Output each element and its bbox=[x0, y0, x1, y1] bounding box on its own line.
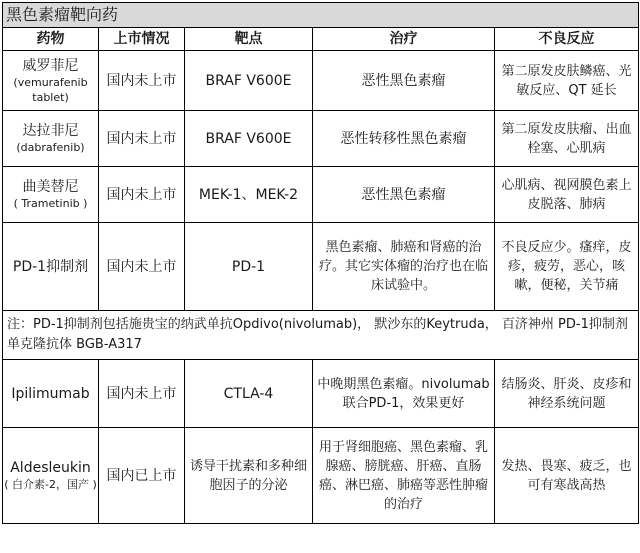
treatment-text: 黑色素瘤、肺癌和肾癌的治疗。其它实体瘤的治疗也在临床试验中。 bbox=[318, 240, 488, 293]
drug-name: Aldesleukin bbox=[10, 460, 91, 476]
drug-name: Ipilimumab bbox=[11, 385, 90, 402]
adverse-cell bbox=[495, 167, 639, 223]
adverse-cell bbox=[495, 223, 639, 311]
adverse-cell bbox=[495, 428, 639, 524]
adverse-text: 不良反应少。瘙痒，皮疹，疲劳，恶心，咳嗽，便秘，关节痛 bbox=[501, 240, 632, 293]
drug-english-name: ( 白介素-2，国产 ) bbox=[4, 478, 97, 491]
treatment-cell: 恶性黑色素瘤 bbox=[313, 51, 495, 111]
header-drug: 药物 bbox=[3, 28, 99, 51]
drug-name: 曲美替尼 bbox=[22, 179, 79, 195]
treatment-cell bbox=[313, 223, 495, 311]
target-text: 诱导干扰素和多种细胞因子的分泌 bbox=[189, 458, 307, 493]
status-cell: 国内未上市 bbox=[99, 223, 185, 311]
header-row bbox=[3, 28, 639, 51]
treatment-cell bbox=[313, 360, 495, 428]
table-row bbox=[3, 167, 639, 223]
adverse-cell bbox=[495, 111, 639, 167]
adverse-text: 心肌病、视网膜色素上皮脱落、肺病 bbox=[501, 177, 632, 212]
treatment-cell: 恶性转移性黑色素瘤 bbox=[313, 111, 495, 167]
target-cell bbox=[185, 428, 313, 524]
status-cell: 国内未上市 bbox=[99, 51, 185, 111]
treatment-cell bbox=[313, 428, 495, 524]
status-cell: 国内未上市 bbox=[99, 167, 185, 223]
drug-cell bbox=[3, 428, 99, 524]
table-row bbox=[3, 360, 639, 428]
drug-english-name: ( Trametinib ) bbox=[13, 197, 88, 210]
header-adverse: 不良反应 bbox=[495, 28, 639, 51]
drug-name: 威罗菲尼 bbox=[22, 57, 79, 74]
status-cell: 国内未上市 bbox=[99, 111, 185, 167]
table-title: 黑色素瘤靶向药 bbox=[3, 3, 639, 28]
drug-cell bbox=[3, 51, 99, 111]
target-cell: MEK-1、MEK-2 bbox=[185, 167, 313, 223]
adverse-cell bbox=[495, 360, 639, 428]
note-text: 注：PD-1抑制剂包括施贵宝的纳武单抗Opdivo(nivolumab)， 默沙东的Keytruda， 百济神州 PD-1抑制剂 单克隆抗体 BGB-A317 bbox=[3, 311, 639, 360]
adverse-text: 第二原发皮肤瘤、出血栓塞、心肌病 bbox=[501, 121, 632, 156]
drug-cell bbox=[3, 167, 99, 223]
treatment-text: 中晚期黑色素瘤。nivolumab联合PD-1，效果更好 bbox=[317, 376, 490, 411]
header-status: 上市情况 bbox=[99, 28, 185, 51]
drug-cell bbox=[3, 360, 99, 428]
target-cell: PD-1 bbox=[185, 223, 313, 311]
table-row bbox=[3, 51, 639, 111]
drug-name: PD-1抑制剂 bbox=[12, 258, 89, 275]
table-row bbox=[3, 111, 639, 167]
drug-english-name: (dabrafenib) bbox=[16, 141, 85, 154]
drug-english-name: (vemurafenib tablet) bbox=[13, 75, 88, 104]
treatment-text: 用于肾细胞癌、黑色素瘤、乳腺癌、膀胱癌、肝癌、直肠癌、淋巴癌、肺癌等恶性肿瘤的治疗 bbox=[318, 439, 488, 512]
adverse-text: 发热、畏寒、疲乏，也可有寒战高热 bbox=[501, 458, 632, 493]
adverse-cell bbox=[495, 51, 639, 111]
target-cell: BRAF V600E bbox=[185, 51, 313, 111]
adverse-text: 结肠炎、肝炎、皮疹和神经系统问题 bbox=[501, 376, 632, 411]
treatment-cell: 恶性黑色素瘤 bbox=[313, 167, 495, 223]
header-target: 靶点 bbox=[185, 28, 313, 51]
header-treatment: 治疗 bbox=[313, 28, 495, 51]
drug-cell bbox=[3, 223, 99, 311]
status-cell: 国内未上市 bbox=[99, 360, 185, 428]
table-row bbox=[3, 223, 639, 311]
title-row bbox=[3, 3, 639, 28]
status-cell: 国内已上市 bbox=[99, 428, 185, 524]
table-row bbox=[3, 428, 639, 524]
drug-table bbox=[2, 2, 639, 524]
target-cell: CTLA-4 bbox=[185, 360, 313, 428]
drug-name: 达拉非尼 bbox=[22, 123, 79, 139]
adverse-text: 第二原发皮肤鳞癌、光敏反应、QT 延长 bbox=[501, 63, 632, 98]
drug-cell bbox=[3, 111, 99, 167]
note-row bbox=[3, 311, 639, 360]
target-cell: BRAF V600E bbox=[185, 111, 313, 167]
